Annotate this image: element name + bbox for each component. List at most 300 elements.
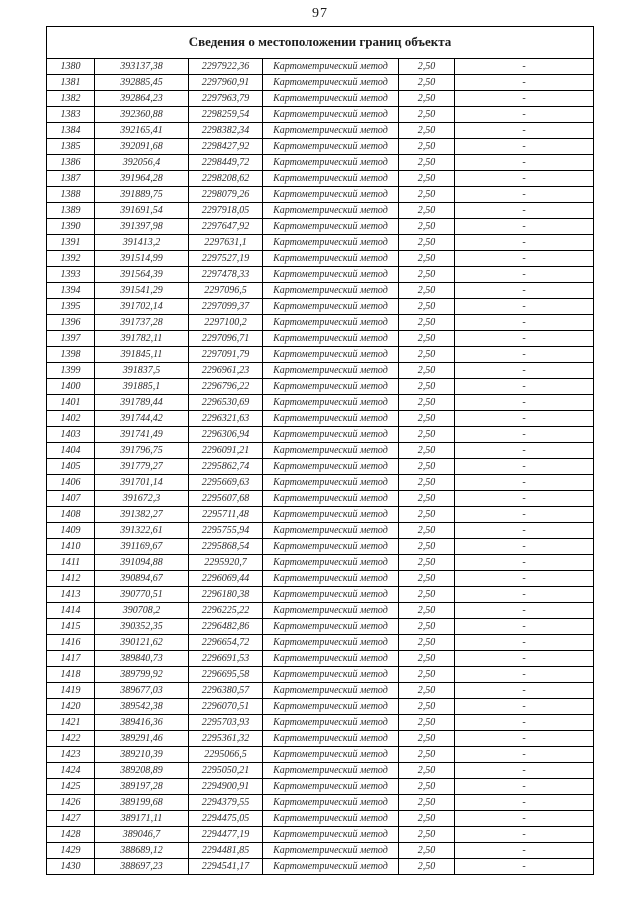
point-number-cell: 1395 (46, 299, 94, 315)
point-number-cell: 1405 (46, 459, 94, 475)
table-row (46, 603, 593, 619)
method-cell: Картометрический метод (262, 683, 398, 699)
method-cell: Картометрический метод (262, 619, 398, 635)
y-coordinate-cell: 2295711,48 (188, 507, 262, 523)
x-coordinate-cell: 389840,73 (94, 651, 188, 667)
x-coordinate-cell: 391702,14 (94, 299, 188, 315)
y-coordinate-cell: 2294481,85 (188, 843, 262, 859)
note-cell: - (454, 187, 593, 203)
point-number-cell: 1393 (46, 267, 94, 283)
point-number-cell: 1415 (46, 619, 94, 635)
y-coordinate-cell: 2296380,57 (188, 683, 262, 699)
table-row (46, 571, 593, 587)
point-number-cell: 1388 (46, 187, 94, 203)
note-cell: - (454, 139, 593, 155)
x-coordinate-cell: 389197,28 (94, 779, 188, 795)
note-cell: - (454, 283, 593, 299)
method-cell: Картометрический метод (262, 555, 398, 571)
note-cell: - (454, 491, 593, 507)
note-cell: - (454, 747, 593, 763)
method-cell: Картометрический метод (262, 651, 398, 667)
accuracy-cell: 2,50 (398, 491, 454, 507)
method-cell: Картометрический метод (262, 491, 398, 507)
note-cell: - (454, 779, 593, 795)
method-cell: Картометрический метод (262, 411, 398, 427)
point-number-cell: 1400 (46, 379, 94, 395)
x-coordinate-cell: 391691,54 (94, 203, 188, 219)
table-row (46, 107, 593, 123)
point-number-cell: 1417 (46, 651, 94, 667)
accuracy-cell: 2,50 (398, 91, 454, 107)
boundary-table (46, 26, 594, 875)
x-coordinate-cell: 391789,44 (94, 395, 188, 411)
note-cell: - (454, 75, 593, 91)
accuracy-cell: 2,50 (398, 331, 454, 347)
x-coordinate-cell: 391672,3 (94, 491, 188, 507)
table-row (46, 667, 593, 683)
note-cell: - (454, 107, 593, 123)
note-cell: - (454, 667, 593, 683)
point-number-cell: 1418 (46, 667, 94, 683)
note-cell: - (454, 123, 593, 139)
note-cell: - (454, 699, 593, 715)
accuracy-cell: 2,50 (398, 123, 454, 139)
point-number-cell: 1387 (46, 171, 94, 187)
table-row (46, 651, 593, 667)
method-cell: Картометрический метод (262, 603, 398, 619)
point-number-cell: 1409 (46, 523, 94, 539)
method-cell: Картометрический метод (262, 171, 398, 187)
accuracy-cell: 2,50 (398, 539, 454, 555)
x-coordinate-cell: 391845,11 (94, 347, 188, 363)
accuracy-cell: 2,50 (398, 219, 454, 235)
y-coordinate-cell: 2297100,2 (188, 315, 262, 331)
point-number-cell: 1416 (46, 635, 94, 651)
table-row (46, 795, 593, 811)
accuracy-cell: 2,50 (398, 299, 454, 315)
accuracy-cell: 2,50 (398, 779, 454, 795)
y-coordinate-cell: 2295862,74 (188, 459, 262, 475)
x-coordinate-cell: 389799,92 (94, 667, 188, 683)
method-cell: Картометрический метод (262, 315, 398, 331)
point-number-cell: 1386 (46, 155, 94, 171)
method-cell: Картометрический метод (262, 91, 398, 107)
y-coordinate-cell: 2296530,69 (188, 395, 262, 411)
table-row (46, 363, 593, 379)
point-number-cell: 1411 (46, 555, 94, 571)
table-row (46, 859, 593, 875)
page-number: 97 (312, 6, 328, 21)
accuracy-cell: 2,50 (398, 715, 454, 731)
x-coordinate-cell: 389210,39 (94, 747, 188, 763)
note-cell: - (454, 411, 593, 427)
method-cell: Картометрический метод (262, 427, 398, 443)
x-coordinate-cell: 392885,45 (94, 75, 188, 91)
method-cell: Картометрический метод (262, 299, 398, 315)
y-coordinate-cell: 2297960,91 (188, 75, 262, 91)
point-number-cell: 1424 (46, 763, 94, 779)
accuracy-cell: 2,50 (398, 651, 454, 667)
table-row (46, 507, 593, 523)
note-cell: - (454, 203, 593, 219)
point-number-cell: 1412 (46, 571, 94, 587)
accuracy-cell: 2,50 (398, 459, 454, 475)
point-number-cell: 1421 (46, 715, 94, 731)
y-coordinate-cell: 2295607,68 (188, 491, 262, 507)
table-row (46, 155, 593, 171)
table-row (46, 379, 593, 395)
point-number-cell: 1429 (46, 843, 94, 859)
method-cell: Картометрический метод (262, 667, 398, 683)
y-coordinate-cell: 2297099,37 (188, 299, 262, 315)
note-cell: - (454, 59, 593, 75)
table-title: Сведения о местоположении границ объекта (46, 27, 593, 59)
y-coordinate-cell: 2295703,93 (188, 715, 262, 731)
note-cell: - (454, 331, 593, 347)
accuracy-cell: 2,50 (398, 683, 454, 699)
y-coordinate-cell: 2295361,32 (188, 731, 262, 747)
x-coordinate-cell: 388697,23 (94, 859, 188, 875)
point-number-cell: 1426 (46, 795, 94, 811)
x-coordinate-cell: 391514,99 (94, 251, 188, 267)
note-cell: - (454, 587, 593, 603)
note-cell: - (454, 731, 593, 747)
note-cell: - (454, 763, 593, 779)
point-number-cell: 1419 (46, 683, 94, 699)
method-cell: Картометрический метод (262, 571, 398, 587)
y-coordinate-cell: 2296321,63 (188, 411, 262, 427)
x-coordinate-cell: 392091,68 (94, 139, 188, 155)
y-coordinate-cell: 2296225,22 (188, 603, 262, 619)
point-number-cell: 1413 (46, 587, 94, 603)
point-number-cell: 1389 (46, 203, 94, 219)
y-coordinate-cell: 2297647,92 (188, 219, 262, 235)
accuracy-cell: 2,50 (398, 235, 454, 251)
table-row (46, 171, 593, 187)
table-row (46, 619, 593, 635)
x-coordinate-cell: 392360,88 (94, 107, 188, 123)
y-coordinate-cell: 2296695,58 (188, 667, 262, 683)
method-cell: Картометрический метод (262, 443, 398, 459)
x-coordinate-cell: 389046,7 (94, 827, 188, 843)
x-coordinate-cell: 390708,2 (94, 603, 188, 619)
y-coordinate-cell: 2297631,1 (188, 235, 262, 251)
note-cell: - (454, 379, 593, 395)
accuracy-cell: 2,50 (398, 763, 454, 779)
table-row (46, 91, 593, 107)
y-coordinate-cell: 2296482,86 (188, 619, 262, 635)
y-coordinate-cell: 2295755,94 (188, 523, 262, 539)
table-row (46, 491, 593, 507)
y-coordinate-cell: 2297527,19 (188, 251, 262, 267)
y-coordinate-cell: 2297478,33 (188, 267, 262, 283)
x-coordinate-cell: 391744,42 (94, 411, 188, 427)
method-cell: Картометрический метод (262, 139, 398, 155)
method-cell: Картометрический метод (262, 283, 398, 299)
x-coordinate-cell: 392056,4 (94, 155, 188, 171)
method-cell: Картометрический метод (262, 187, 398, 203)
table-row (46, 459, 593, 475)
table-row (46, 747, 593, 763)
x-coordinate-cell: 391169,67 (94, 539, 188, 555)
y-coordinate-cell: 2298259,54 (188, 107, 262, 123)
x-coordinate-cell: 389171,11 (94, 811, 188, 827)
table-row (46, 731, 593, 747)
note-cell: - (454, 363, 593, 379)
method-cell: Картометрический метод (262, 219, 398, 235)
table-row (46, 779, 593, 795)
method-cell: Картометрический метод (262, 763, 398, 779)
accuracy-cell: 2,50 (398, 811, 454, 827)
method-cell: Картометрический метод (262, 123, 398, 139)
method-cell: Картометрический метод (262, 203, 398, 219)
note-cell: - (454, 635, 593, 651)
method-cell: Картометрический метод (262, 699, 398, 715)
y-coordinate-cell: 2297918,05 (188, 203, 262, 219)
x-coordinate-cell: 391837,5 (94, 363, 188, 379)
table-row (46, 635, 593, 651)
method-cell: Картометрический метод (262, 715, 398, 731)
method-cell: Картометрический метод (262, 747, 398, 763)
x-coordinate-cell: 393137,38 (94, 59, 188, 75)
table-row (46, 187, 593, 203)
note-cell: - (454, 715, 593, 731)
point-number-cell: 1382 (46, 91, 94, 107)
y-coordinate-cell: 2297096,5 (188, 283, 262, 299)
note-cell: - (454, 539, 593, 555)
y-coordinate-cell: 2296654,72 (188, 635, 262, 651)
point-number-cell: 1392 (46, 251, 94, 267)
accuracy-cell: 2,50 (398, 363, 454, 379)
point-number-cell: 1391 (46, 235, 94, 251)
x-coordinate-cell: 390121,62 (94, 635, 188, 651)
table-row (46, 203, 593, 219)
table-row (46, 411, 593, 427)
point-number-cell: 1404 (46, 443, 94, 459)
x-coordinate-cell: 389677,03 (94, 683, 188, 699)
accuracy-cell: 2,50 (398, 667, 454, 683)
x-coordinate-cell: 391397,98 (94, 219, 188, 235)
point-number-cell: 1399 (46, 363, 94, 379)
note-cell: - (454, 683, 593, 699)
point-number-cell: 1420 (46, 699, 94, 715)
accuracy-cell: 2,50 (398, 59, 454, 75)
accuracy-cell: 2,50 (398, 315, 454, 331)
x-coordinate-cell: 391779,27 (94, 459, 188, 475)
x-coordinate-cell: 389416,36 (94, 715, 188, 731)
accuracy-cell: 2,50 (398, 795, 454, 811)
y-coordinate-cell: 2296070,51 (188, 699, 262, 715)
y-coordinate-cell: 2296691,53 (188, 651, 262, 667)
table-row (46, 251, 593, 267)
point-number-cell: 1428 (46, 827, 94, 843)
accuracy-cell: 2,50 (398, 827, 454, 843)
note-cell: - (454, 91, 593, 107)
y-coordinate-cell: 2296961,23 (188, 363, 262, 379)
method-cell: Картометрический метод (262, 827, 398, 843)
table-row (46, 75, 593, 91)
table-row (46, 315, 593, 331)
y-coordinate-cell: 2298449,72 (188, 155, 262, 171)
point-number-cell: 1402 (46, 411, 94, 427)
accuracy-cell: 2,50 (398, 443, 454, 459)
note-cell: - (454, 811, 593, 827)
accuracy-cell: 2,50 (398, 747, 454, 763)
note-cell: - (454, 443, 593, 459)
point-number-cell: 1410 (46, 539, 94, 555)
note-cell: - (454, 619, 593, 635)
point-number-cell: 1380 (46, 59, 94, 75)
accuracy-cell: 2,50 (398, 635, 454, 651)
method-cell: Картометрический метод (262, 795, 398, 811)
x-coordinate-cell: 391889,75 (94, 187, 188, 203)
note-cell: - (454, 571, 593, 587)
accuracy-cell: 2,50 (398, 395, 454, 411)
table-body (46, 59, 593, 875)
y-coordinate-cell: 2298427,92 (188, 139, 262, 155)
note-cell: - (454, 299, 593, 315)
point-number-cell: 1423 (46, 747, 94, 763)
method-cell: Картометрический метод (262, 267, 398, 283)
y-coordinate-cell: 2296091,21 (188, 443, 262, 459)
table-row (46, 539, 593, 555)
method-cell: Картометрический метод (262, 75, 398, 91)
x-coordinate-cell: 391796,75 (94, 443, 188, 459)
note-cell: - (454, 651, 593, 667)
note-cell: - (454, 827, 593, 843)
method-cell: Картометрический метод (262, 379, 398, 395)
table-title-row (46, 27, 593, 59)
point-number-cell: 1408 (46, 507, 94, 523)
accuracy-cell: 2,50 (398, 171, 454, 187)
table-row (46, 299, 593, 315)
point-number-cell: 1385 (46, 139, 94, 155)
method-cell: Картометрический метод (262, 635, 398, 651)
accuracy-cell: 2,50 (398, 523, 454, 539)
y-coordinate-cell: 2297922,36 (188, 59, 262, 75)
x-coordinate-cell: 391541,29 (94, 283, 188, 299)
point-number-cell: 1398 (46, 347, 94, 363)
table-row (46, 139, 593, 155)
point-number-cell: 1414 (46, 603, 94, 619)
point-number-cell: 1383 (46, 107, 94, 123)
note-cell: - (454, 267, 593, 283)
y-coordinate-cell: 2296796,22 (188, 379, 262, 395)
point-number-cell: 1422 (46, 731, 94, 747)
method-cell: Картометрический метод (262, 459, 398, 475)
table-row (46, 331, 593, 347)
x-coordinate-cell: 390352,35 (94, 619, 188, 635)
y-coordinate-cell: 2294379,55 (188, 795, 262, 811)
table-row (46, 123, 593, 139)
y-coordinate-cell: 2298079,26 (188, 187, 262, 203)
point-number-cell: 1401 (46, 395, 94, 411)
accuracy-cell: 2,50 (398, 379, 454, 395)
x-coordinate-cell: 391885,1 (94, 379, 188, 395)
table-row (46, 843, 593, 859)
table-row (46, 763, 593, 779)
method-cell: Картометрический метод (262, 59, 398, 75)
point-number-cell: 1403 (46, 427, 94, 443)
note-cell: - (454, 795, 593, 811)
y-coordinate-cell: 2294477,19 (188, 827, 262, 843)
accuracy-cell: 2,50 (398, 283, 454, 299)
table-row (46, 443, 593, 459)
table-row (46, 219, 593, 235)
x-coordinate-cell: 390770,51 (94, 587, 188, 603)
accuracy-cell: 2,50 (398, 203, 454, 219)
point-number-cell: 1384 (46, 123, 94, 139)
point-number-cell: 1406 (46, 475, 94, 491)
accuracy-cell: 2,50 (398, 251, 454, 267)
note-cell: - (454, 843, 593, 859)
method-cell: Картометрический метод (262, 859, 398, 875)
accuracy-cell: 2,50 (398, 571, 454, 587)
accuracy-cell: 2,50 (398, 187, 454, 203)
note-cell: - (454, 555, 593, 571)
accuracy-cell: 2,50 (398, 619, 454, 635)
y-coordinate-cell: 2295669,63 (188, 475, 262, 491)
point-number-cell: 1430 (46, 859, 94, 875)
note-cell: - (454, 523, 593, 539)
accuracy-cell: 2,50 (398, 411, 454, 427)
table-row (46, 347, 593, 363)
table-row (46, 683, 593, 699)
y-coordinate-cell: 2297096,71 (188, 331, 262, 347)
point-number-cell: 1394 (46, 283, 94, 299)
accuracy-cell: 2,50 (398, 603, 454, 619)
accuracy-cell: 2,50 (398, 427, 454, 443)
accuracy-cell: 2,50 (398, 555, 454, 571)
x-coordinate-cell: 391413,2 (94, 235, 188, 251)
accuracy-cell: 2,50 (398, 139, 454, 155)
accuracy-cell: 2,50 (398, 507, 454, 523)
x-coordinate-cell: 391094,88 (94, 555, 188, 571)
x-coordinate-cell: 391782,11 (94, 331, 188, 347)
method-cell: Картометрический метод (262, 475, 398, 491)
table-row (46, 715, 593, 731)
x-coordinate-cell: 389291,46 (94, 731, 188, 747)
x-coordinate-cell: 391741,49 (94, 427, 188, 443)
method-cell: Картометрический метод (262, 587, 398, 603)
x-coordinate-cell: 391737,28 (94, 315, 188, 331)
y-coordinate-cell: 2294541,17 (188, 859, 262, 875)
note-cell: - (454, 395, 593, 411)
point-number-cell: 1407 (46, 491, 94, 507)
method-cell: Картометрический метод (262, 363, 398, 379)
note-cell: - (454, 235, 593, 251)
note-cell: - (454, 347, 593, 363)
note-cell: - (454, 251, 593, 267)
point-number-cell: 1397 (46, 331, 94, 347)
y-coordinate-cell: 2294900,91 (188, 779, 262, 795)
method-cell: Картометрический метод (262, 395, 398, 411)
table-row (46, 267, 593, 283)
accuracy-cell: 2,50 (398, 859, 454, 875)
accuracy-cell: 2,50 (398, 699, 454, 715)
method-cell: Картометрический метод (262, 235, 398, 251)
x-coordinate-cell: 392165,41 (94, 123, 188, 139)
accuracy-cell: 2,50 (398, 347, 454, 363)
y-coordinate-cell: 2298208,62 (188, 171, 262, 187)
point-number-cell: 1427 (46, 811, 94, 827)
y-coordinate-cell: 2294475,05 (188, 811, 262, 827)
accuracy-cell: 2,50 (398, 475, 454, 491)
method-cell: Картометрический метод (262, 507, 398, 523)
y-coordinate-cell: 2295050,21 (188, 763, 262, 779)
accuracy-cell: 2,50 (398, 107, 454, 123)
method-cell: Картометрический метод (262, 107, 398, 123)
